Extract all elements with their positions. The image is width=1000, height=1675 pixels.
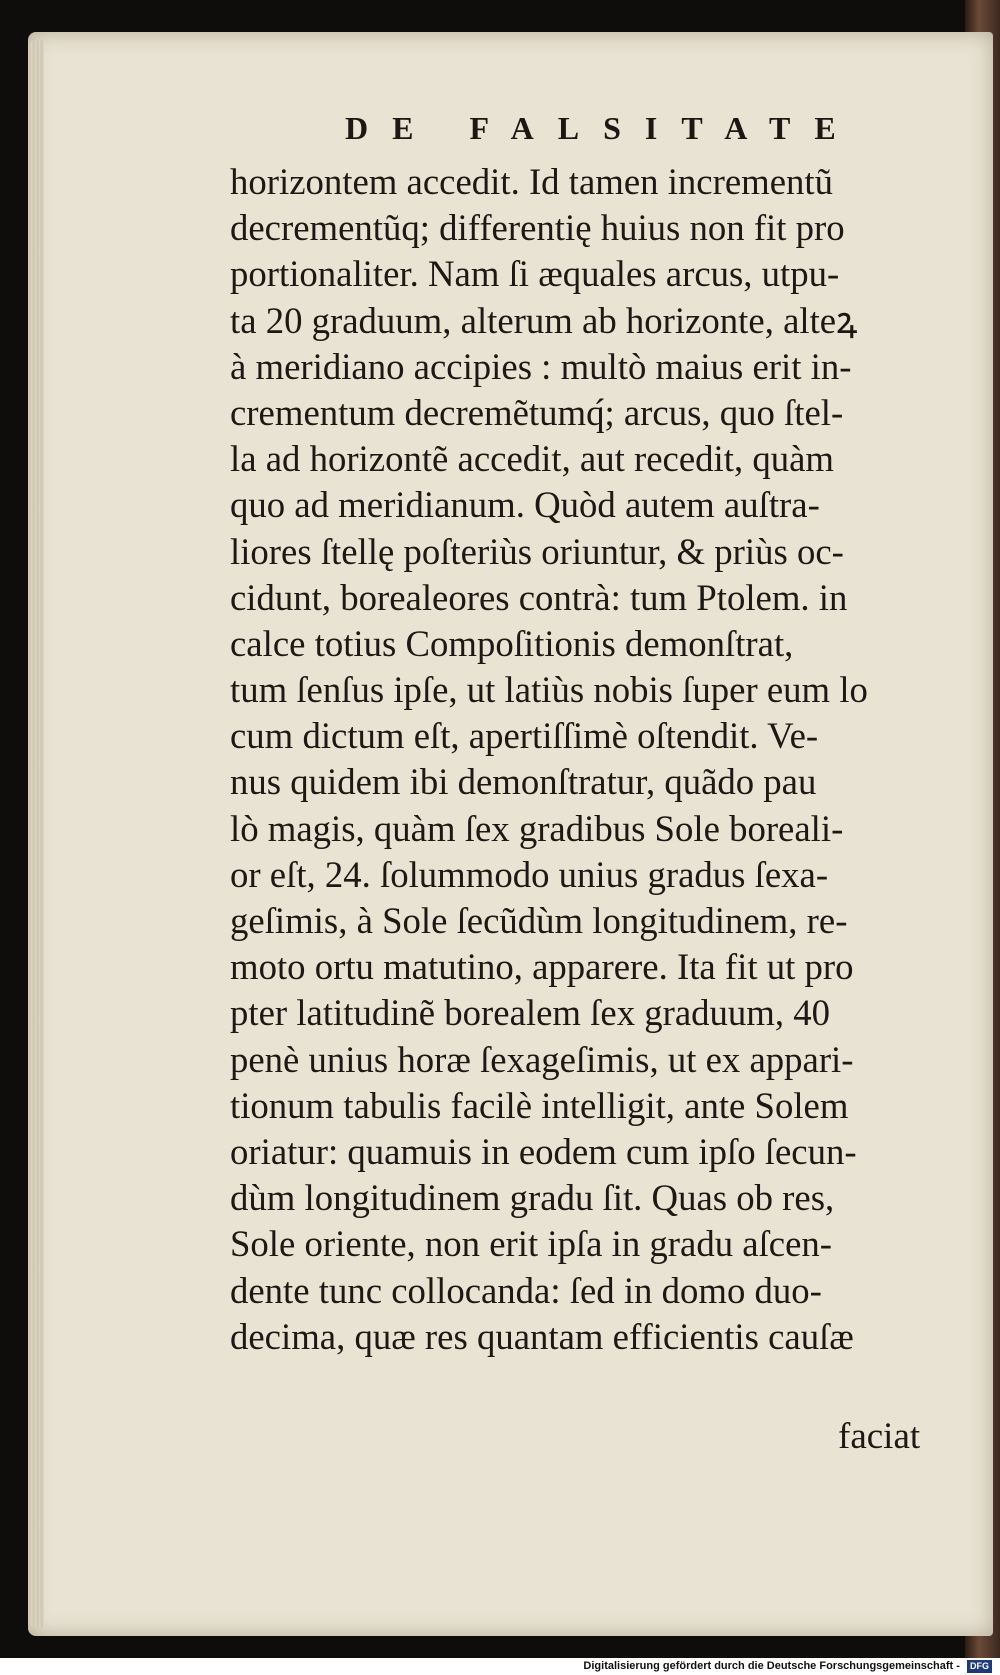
text-line: decima, quæ res quantam efficientis cauſæ <box>230 1316 854 1358</box>
text-line: pter latitudinẽ borealem ſex graduum, 40 <box>230 993 831 1035</box>
text-line: tionum tabulis facilè intelligit, ante Solem <box>230 1085 849 1127</box>
text-line: cum dictum eſt, apertiſſimè oſtendit. Ve- <box>230 716 819 758</box>
text-line: lò magis, quàm ſex gradibus Sole boreali- <box>230 808 844 850</box>
text-line: cidunt, borealeores contrà: tum Ptolem. in <box>230 577 848 619</box>
text-line: moto ortu matutino, apparere. Ita fit ut pro <box>230 947 854 989</box>
text-line: horizontem accedit. Id tamen incrementũ <box>230 162 834 203</box>
text-line: la ad horizontẽ accedit, aut recedit, quàm <box>230 439 834 481</box>
text-line: geſimis, à Sole ſecũdùm longitudinem, re- <box>230 901 848 942</box>
text-line: penè unius horæ ſexageſimis, ut ex appari- <box>230 1039 854 1081</box>
text-line: ta 20 graduum, alterum ab horizonte, alteꝝ <box>230 300 858 342</box>
text-line: dùm longitudinem gradu ſit. Quas ob res, <box>230 1178 835 1220</box>
dfg-logo: DFG <box>967 1660 992 1673</box>
running-head: DE FALSITATE <box>345 110 860 146</box>
text-line: à meridiano accipies : multò maius erit in- <box>230 346 852 388</box>
text-line: nus quidem ibi demonſtratur, quãdo pau <box>230 762 817 804</box>
text-line: oriatur: quamuis in eodem cum ipſo ſecun- <box>230 1131 857 1173</box>
page-stack-edge <box>28 40 44 1628</box>
digitization-credit-footer <box>0 1658 992 1675</box>
text-line: crementum decremẽtumq́; arcus, quo ſtel- <box>230 392 844 434</box>
text-line: dente tunc collocanda: ſed in domo duo- <box>230 1270 822 1312</box>
text-line: tum ſenſus ipſe, ut latiùs nobis ſuper eum lo <box>230 670 868 712</box>
text-line: decrementũq; differentię huius non fit pro <box>230 208 845 250</box>
text-line: calce totius Compoſitionis demonſtrat, <box>230 623 794 665</box>
text-line: liores ſtellę poſteriùs oriuntur, & priùs oc- <box>230 531 844 573</box>
text-line: portionaliter. Nam ſi æquales arcus, utpu- <box>230 254 840 296</box>
text-line: or eſt, 24. ſolummodo unius gradus ſexa- <box>230 854 829 896</box>
catchword: faciat <box>838 1416 921 1457</box>
text-line: Sole oriente, non erit ipſa in gradu aſcen- <box>230 1224 833 1266</box>
text-line: quo ad meridianum. Quòd autem auſtra- <box>230 485 820 527</box>
credit-text: Digitalisierung gefördert durch die Deutsche Forschungsgemeinschaft - <box>583 1660 960 1672</box>
text-block <box>230 160 960 1361</box>
